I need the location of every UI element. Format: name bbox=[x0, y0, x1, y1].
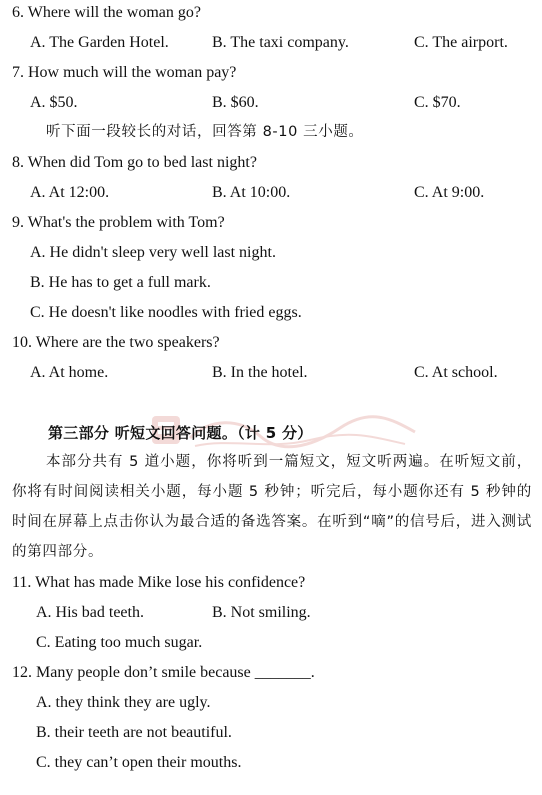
question-10: 10. Where are the two speakers? bbox=[12, 334, 220, 351]
part3-intro: 本部分共有 5 道小题，你将听到一篇短文，短文听两遍。在听短文前，你将有时间阅读相关小题，每小题 5 秒钟；听完后，每小题你还有 5 秒钟的时间在屏幕上点击你认为最合适的备选答案。在听到“嘀”的信号后，进入测试的第四部分。 bbox=[12, 454, 532, 560]
option-9c[interactable]: C. He doesn't like noodles with fried eggs. bbox=[30, 304, 302, 321]
option-12a[interactable]: A. they think they are ugly. bbox=[36, 694, 211, 711]
option-6c[interactable]: C. The airport. bbox=[414, 34, 508, 51]
question-9: 9. What's the problem with Tom? bbox=[12, 214, 225, 231]
option-12b[interactable]: B. their teeth are not beautiful. bbox=[36, 724, 232, 741]
option-9b[interactable]: B. He has to get a full mark. bbox=[30, 274, 211, 291]
option-10c[interactable]: C. At school. bbox=[414, 364, 498, 381]
option-8a[interactable]: A. At 12:00. bbox=[30, 184, 110, 201]
option-7c[interactable]: C. $70. bbox=[414, 94, 461, 111]
option-11b[interactable]: B. Not smiling. bbox=[212, 604, 311, 621]
option-10b[interactable]: B. In the hotel. bbox=[212, 364, 308, 381]
option-6a[interactable]: A. The Garden Hotel. bbox=[30, 34, 169, 51]
option-11a[interactable]: A. His bad teeth. bbox=[36, 604, 144, 621]
option-8b[interactable]: B. At 10:00. bbox=[212, 184, 291, 201]
option-8c[interactable]: C. At 9:00. bbox=[414, 184, 485, 201]
question-8: 8. When did Tom go to bed last night? bbox=[12, 154, 257, 171]
question-11: 11. What has made Mike lose his confidence? bbox=[12, 574, 306, 591]
option-7b[interactable]: B. $60. bbox=[212, 94, 259, 111]
question-12: 12. Many people don’t smile because _______. bbox=[12, 664, 315, 681]
question-6: 6. Where will the woman go? bbox=[12, 4, 201, 21]
instruction-8-10: 听下面一段较长的对话，回答第 8-10 三小题。 bbox=[46, 124, 364, 140]
question-7: 7. How much will the woman pay? bbox=[12, 64, 237, 81]
option-7a[interactable]: A. $50. bbox=[30, 94, 78, 111]
option-10a[interactable]: A. At home. bbox=[30, 364, 109, 381]
option-12c[interactable]: C. they can’t open their mouths. bbox=[36, 754, 242, 771]
option-6b[interactable]: B. The taxi company. bbox=[212, 34, 349, 51]
part3-heading: 第三部分 听短文回答问题。（计 5 分） bbox=[48, 424, 313, 442]
option-9a[interactable]: A. He didn't sleep very well last night. bbox=[30, 244, 276, 261]
option-11c[interactable]: C. Eating too much sugar. bbox=[36, 634, 203, 651]
